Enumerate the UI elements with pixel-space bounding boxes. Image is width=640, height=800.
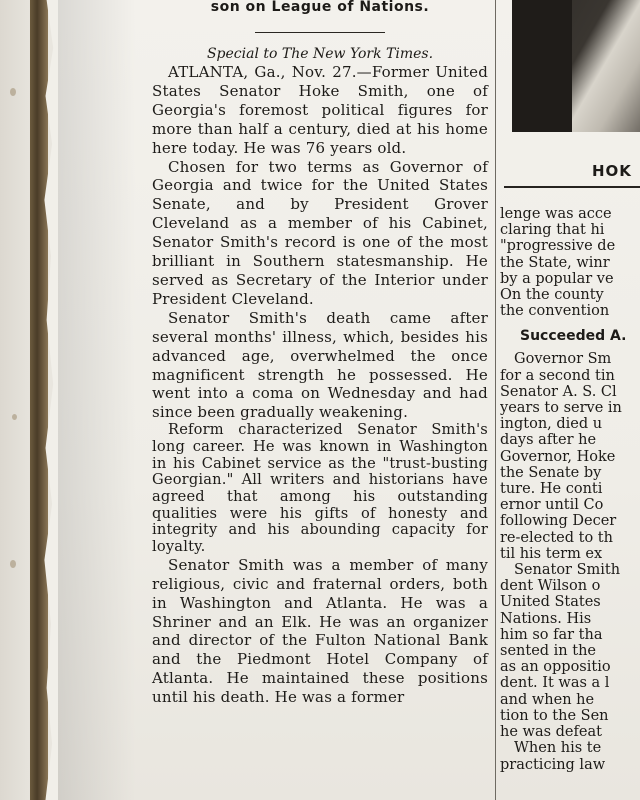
section-subhead: Succeeded A.	[520, 328, 627, 345]
text-line: Senator A. S. Cl	[500, 383, 617, 400]
text-line: he was defeat	[500, 724, 602, 741]
text-line: re-elected to th	[500, 529, 613, 546]
article-paragraph: Chosen for two terms as Governor of Georgia and twice for the United States Senate, and by President Grover Cleveland as a member of his Cabinet, Senator Smith's record is one of the most brilliant in Southern statesmanship. He served as Secretary of the Interior under President Cleveland.	[152, 157, 488, 308]
text-line: practicing law	[500, 756, 606, 773]
caption-rule	[504, 186, 640, 188]
article-paragraph: ATLANTA, Ga., Nov. 27.—Former United States Senator Hoke Smith, one of Georgia's foremost political figures for more than half a century, died at his home here today. He was 76 years old.	[152, 63, 488, 157]
text-line: as an oppositio	[500, 659, 611, 676]
text-line: for a second tin	[500, 367, 615, 384]
text-line: tion to the Sen	[500, 707, 609, 724]
text-line: the Senate by	[500, 464, 602, 481]
article-column	[152, 0, 488, 707]
stain-mark	[10, 560, 16, 568]
portrait-photo	[512, 0, 640, 132]
text-line: ture. He conti	[500, 481, 603, 498]
text-line: On the county	[500, 287, 604, 304]
text-line: days after he	[500, 432, 597, 449]
text-line: Governor Sm	[514, 351, 612, 368]
text-line: dent Wilson o	[500, 578, 601, 595]
headline: son on League of Nations.	[210, 0, 430, 15]
page-shadow	[58, 0, 136, 800]
text-line: til his term ex	[500, 545, 603, 562]
text-line: years to serve in	[500, 400, 622, 417]
stain-mark	[10, 88, 16, 96]
text-line: Senator Smith	[514, 562, 621, 579]
text-line: following Decer	[500, 513, 617, 530]
column-divider	[495, 0, 496, 800]
text-line: ington, died u	[500, 416, 603, 433]
text-line: dent. It was a l	[500, 675, 610, 692]
text-line: "progressive de	[500, 238, 616, 255]
text-line: lenge was acce	[500, 206, 612, 222]
photo-shadow	[512, 0, 572, 132]
text-line: claring that hi	[500, 222, 605, 239]
text-line: him so far tha	[500, 626, 603, 643]
text-line: and when he	[500, 691, 595, 708]
article-paragraph: Reform characterized Senator Smith's long career. He was known in Washington in his Cabinet service as the "trust-busting Georgian." All writers and historians have agreed that among his outstanding qualities were his gifts of honesty and integrity and his abounding capacity for loyalty.	[152, 421, 488, 556]
text-line: Governor, Hoke	[500, 448, 616, 465]
right-column-text	[500, 206, 640, 773]
text-line: ernor until Co	[500, 497, 604, 514]
text-line: the convention	[500, 303, 610, 320]
text-line: sented in the	[500, 643, 596, 660]
headline-rule	[255, 32, 385, 33]
stain-mark	[12, 414, 17, 420]
text-line: by a popular ve	[500, 270, 614, 287]
article-paragraph: Senator Smith's death came after several months' illness, which, besides his advanced age, overwhelmed the once magnificent strength he possessed. He went into a coma on Wednesday and had since been gradually weakening.	[152, 308, 488, 422]
right-text-block	[500, 206, 640, 319]
right-column	[500, 0, 640, 800]
photo-caption: HOK	[592, 162, 632, 180]
dateline-credit: Special to The New York Times.	[206, 46, 434, 62]
article-paragraph: Senator Smith was a member of many religious, civic and fraternal orders, both in Washington and Atlanta. He was a Shriner and an Elk. He was an organizer and director of the Fulton National Bank and the Piedmont Hotel Company of Atlanta. He maintained these positions until his death. He was a former	[152, 555, 488, 707]
right-text-block	[500, 351, 640, 772]
binding-edge	[30, 0, 48, 800]
text-line: Nations. His	[500, 610, 592, 627]
text-line: United States	[500, 594, 601, 611]
text-line: When his te	[514, 740, 602, 757]
text-line: the State, winr	[500, 254, 610, 271]
